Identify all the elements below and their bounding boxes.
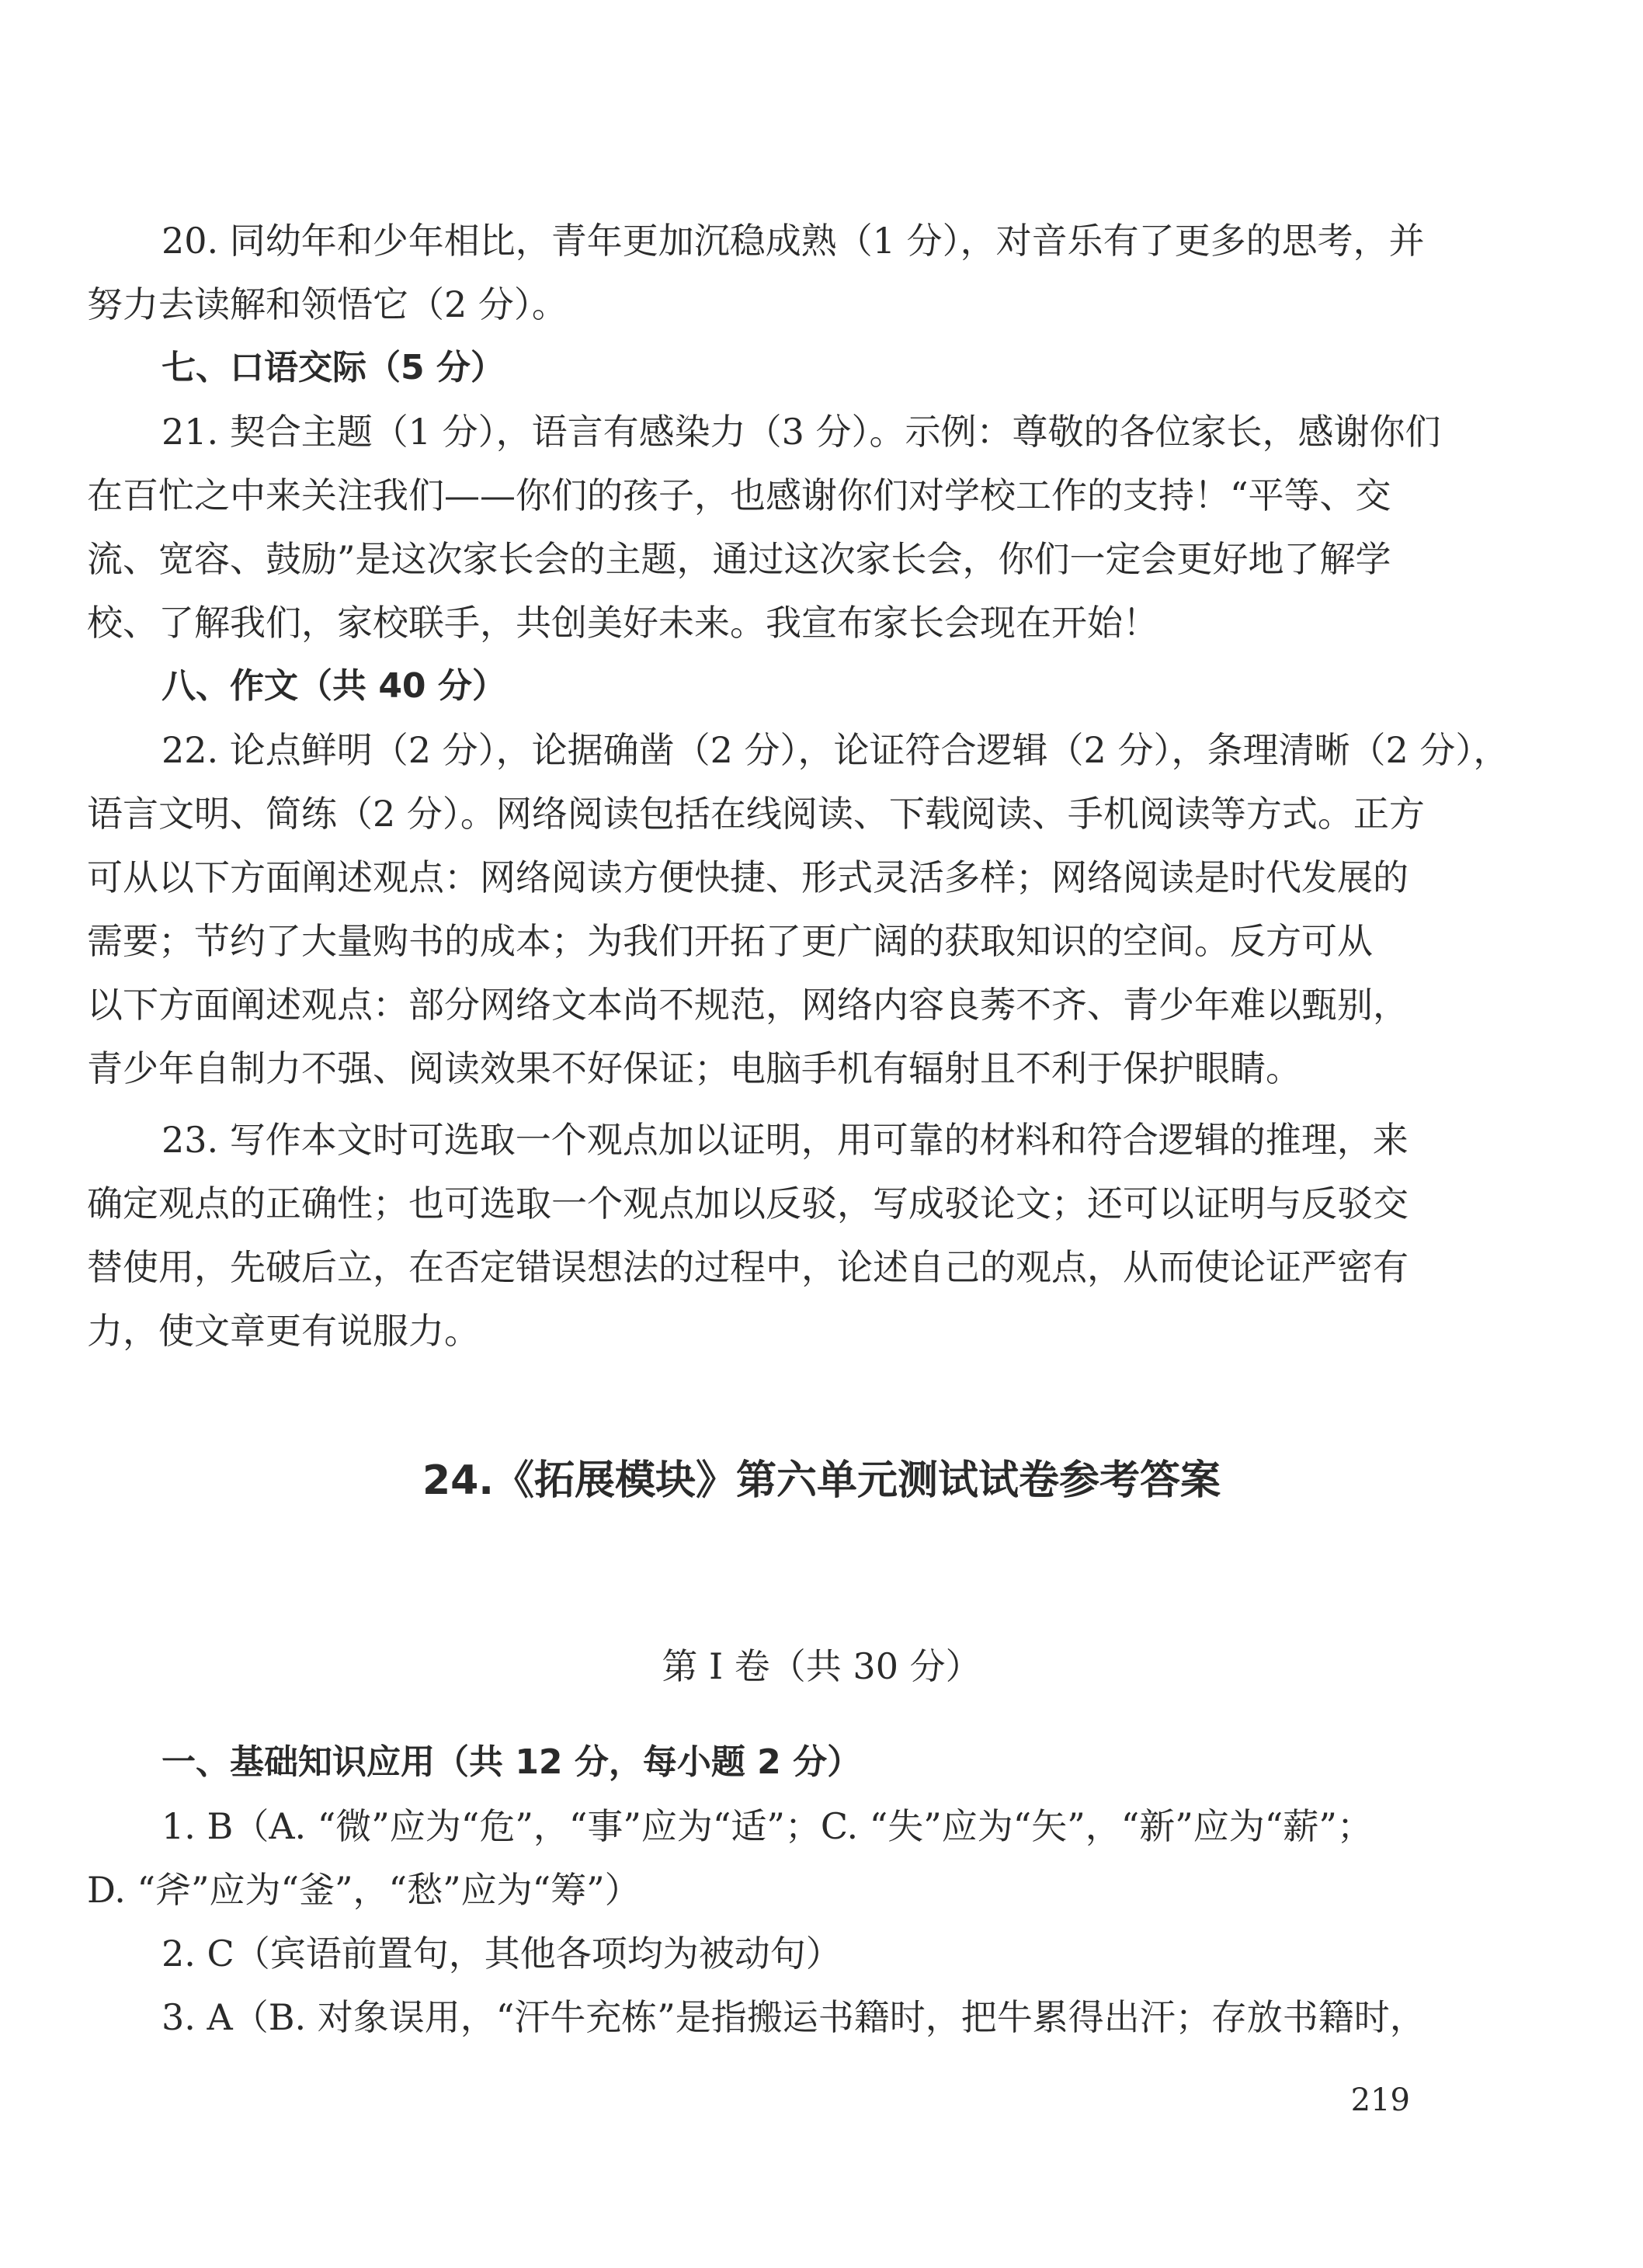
answer-21-line-1: 21. 契合主题（1 分），语言有感染力（3 分）。示例：尊敬的各位家长，感谢你们 (162, 411, 1441, 453)
section-heading-essay: 八、作文（共 40 分） (162, 666, 506, 706)
answer-22-line-3: 可从以下方面阐述观点：网络阅读方便快捷、形式灵活多样；网络阅读是时代发展的 (87, 856, 1409, 898)
page-number: 219 (1350, 2082, 1410, 2118)
answer-22-line-1: 22. 论点鲜明（2 分），论据确凿（2 分），论证符合逻辑（2 分），条理清晰（2 分）， (162, 729, 1509, 771)
answer-21-line-3: 流、宽容、鼓励”是这次家长会的主题，通过这次家长会，你们一定会更好地了解学 (87, 538, 1391, 580)
answer-22-line-5: 以下方面阐述观点：部分网络文本尚不规范，网络内容良莠不齐、青少年难以甄别， (87, 984, 1409, 1026)
section-heading-oral: 七、口语交际（5 分） (162, 348, 505, 387)
answer-22-line-2: 语言文明、简练（2 分）。网络阅读包括在线阅读、下载阅读、手机阅读等方式。正方 (87, 793, 1425, 835)
section-heading-basics: 一、基础知识应用（共 12 分，每小题 2 分） (162, 1742, 862, 1782)
part-one-heading: 第 Ⅰ 卷（共 30 分） (662, 1645, 981, 1687)
answer-3-line-1: 3. A（B. 对象误用，“汗牛充栋”是指搬运书籍时，把牛累得出汗；存放书籍时， (162, 1996, 1426, 2038)
answer-1-line-1: 1. B（A. “微”应为“危”，“事”应为“适”；C. “失”应为“矢”，“新”应为“薪”； (162, 1805, 1373, 1847)
answer-23-line-3: 替使用，先破后立，在否定错误想法的过程中，论述自己的观点，从而使论证严密有 (87, 1246, 1409, 1288)
answer-22-line-4: 需要；节约了大量购书的成本；为我们开拓了更广阔的获取知识的空间。反方可从 (87, 920, 1373, 962)
answer-20-line-1: 20. 同幼年和少年相比，青年更加沉稳成熟（1 分），对音乐有了更多的思考，并 (162, 220, 1425, 262)
answer-23-line-4: 力，使文章更有说服力。 (87, 1310, 480, 1352)
answer-23-line-2: 确定观点的正确性；也可选取一个观点加以反驳，写成驳论文；还可以证明与反驳交 (87, 1183, 1409, 1224)
answer-21-line-2: 在百忙之中来关注我们——你们的孩子，也感谢你们对学校工作的支持！“平等、交 (87, 474, 1391, 516)
answer-23-line-1: 23. 写作本文时可选取一个观点加以证明，用可靠的材料和符合逻辑的推理，来 (162, 1119, 1409, 1161)
answer-20-line-2: 努力去读解和领悟它（2 分）。 (87, 283, 568, 325)
answer-1-line-2: D. “斧”应为“釜”，“愁”应为“筹”） (87, 1869, 641, 1911)
answer-22-line-6: 青少年自制力不强、阅读效果不好保证；电脑手机有辐射且不利于保护眼睛。 (87, 1047, 1301, 1089)
answer-21-line-4: 校、了解我们，家校联手，共创美好未来。我宣布家长会现在开始！ (87, 602, 1158, 644)
answer-2: 2. C（宾语前置句，其他各项均为被动句） (162, 1933, 842, 1975)
answer-key-title: 24.《拓展模块》第六单元测试试卷参考答案 (422, 1457, 1221, 1504)
